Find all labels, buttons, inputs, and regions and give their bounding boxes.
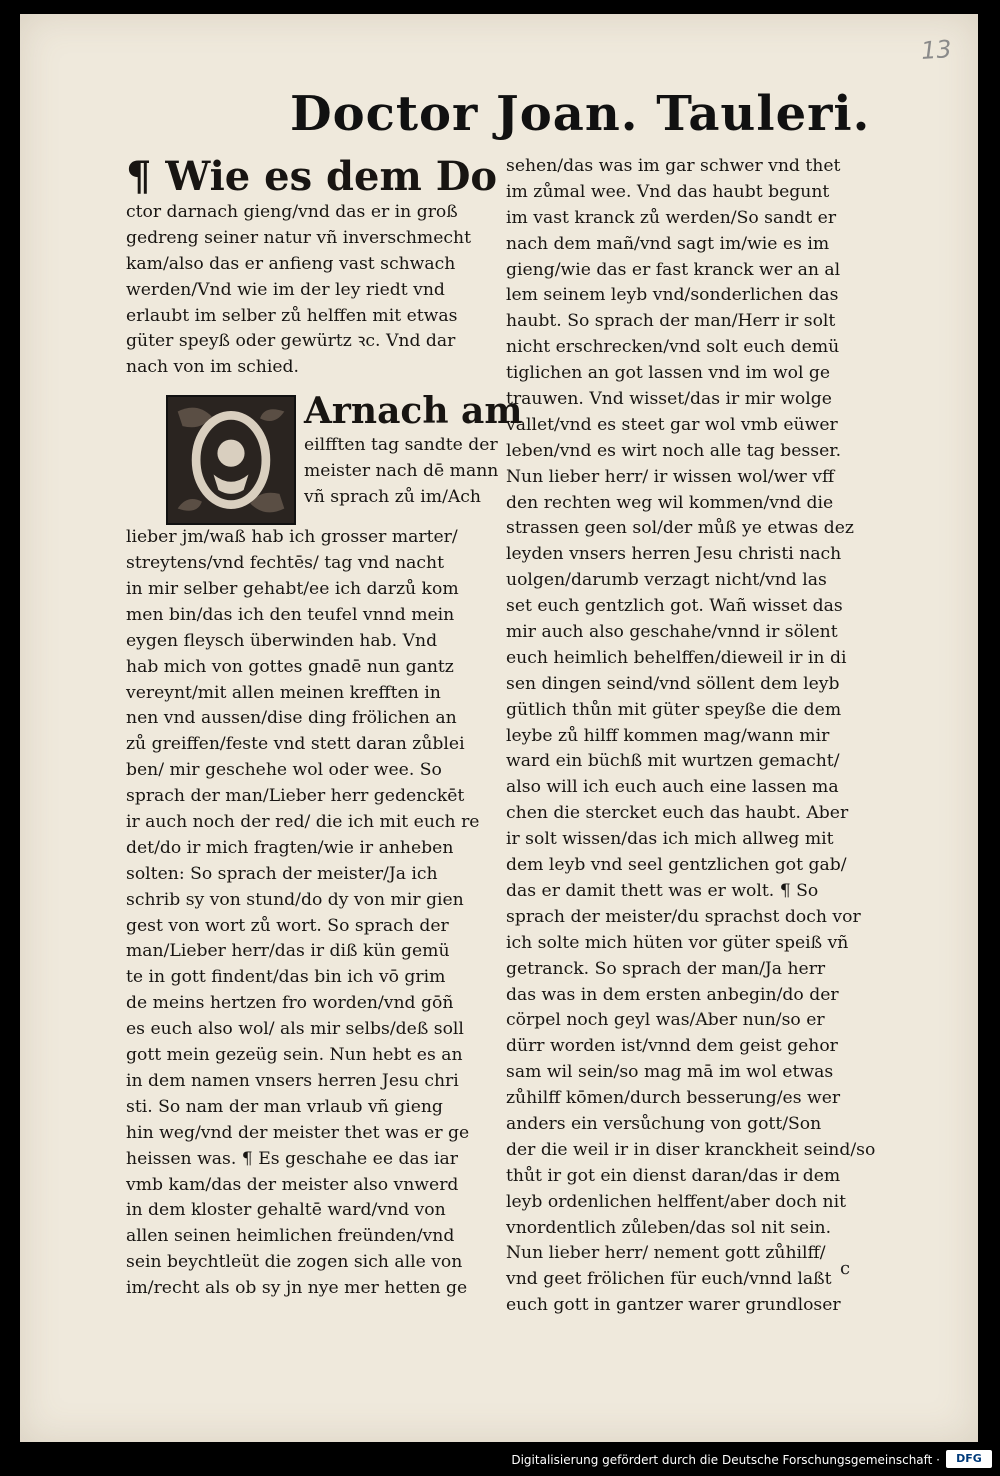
folio-number: 13: [920, 34, 953, 66]
initial-continuation: Arnach am: [304, 390, 523, 433]
initial-line-2: meister nach dē mann: [304, 461, 499, 482]
summary-line: gedreng seiner natur vñ inverschmecht: [126, 227, 471, 248]
decorated-initial-d: [166, 395, 296, 525]
text-line: trauwen. Vnd wisset/das ir mir wolge: [506, 389, 832, 410]
digitization-footer: [0, 1442, 1000, 1476]
signature-mark: c: [840, 1258, 851, 1279]
text-line: vallet/vnd es steet gar wol vmb eüwer: [506, 414, 838, 435]
text-line: schrib sy von stund/do dy von mir gien: [126, 889, 464, 910]
text-line: tiglichen an got lassen vnd im wol ge: [506, 363, 831, 384]
text-line: mir auch also geschahe/vnnd ir sölent: [506, 622, 838, 643]
text-line: sen dingen seind/vnd söllent dem leyb: [506, 673, 840, 694]
text-line: leyden vnsers herren Jesu christi nach: [506, 544, 842, 565]
initial-line-1: eilfften tag sandte der: [304, 435, 498, 456]
text-line: in mir selber gehabt/ee ich darzů kom: [126, 579, 459, 600]
text-line: vmb kam/das der meister also vnwerd: [126, 1174, 459, 1195]
text-line: haubt. So sprach der man/Herr ir solt: [506, 311, 836, 332]
text-line: solten: So sprach der meister/Ja ich: [126, 863, 438, 884]
book-page: [20, 14, 978, 1442]
text-line: heissen was. ¶ Es geschahe ee das iar: [126, 1148, 458, 1169]
text-line: zů greiffen/feste vnd stett daran zůblei: [126, 734, 465, 755]
left-body-text: [126, 525, 486, 1302]
text-line: im vast kranck zů werden/So sandt er: [506, 207, 837, 228]
text-line: den rechten weg wil kommen/vnd die: [506, 492, 834, 513]
text-line: leyb ordenlichen helffent/aber doch nit: [506, 1191, 847, 1212]
text-line: sprach der man/Lieber herr gedenckēt: [126, 786, 465, 807]
text-line: sam wil sein/so mag mā im wol etwas: [506, 1062, 834, 1083]
text-line: lieber jm/waß hab ich grosser marter/: [126, 527, 458, 548]
text-line: hin weg/vnd der meister thet was er ge: [126, 1122, 470, 1143]
text-line: in dem namen vnsers herren Jesu chri: [126, 1070, 459, 1091]
text-line: sti. So nam der man vrlaub vñ gieng: [126, 1096, 443, 1117]
text-line: thůt ir got ein dienst daran/das ir dem: [506, 1165, 841, 1186]
text-line: ward ein büchß mit wurtzen gemacht/: [506, 751, 840, 772]
text-line: das was in dem ersten anbegin/do der: [506, 984, 839, 1005]
summary-line: werden/Vnd wie im der ley riedt vnd: [126, 279, 445, 300]
summary-line: erlaubt im selber zů helffen mit etwas: [126, 305, 458, 326]
text-line: hab mich von gottes gnadē nun gantz: [126, 656, 454, 677]
summary-line: güter speyß oder gewürtz ꝛc. Vnd dar: [126, 331, 456, 352]
text-line: anders ein versůchung von gott/Son: [506, 1113, 822, 1134]
summary-line: ctor darnach gieng/vnd das er in groß: [126, 202, 458, 222]
text-line: men bin/das ich den teufel vnnd mein: [126, 604, 455, 625]
text-line: set euch gentzlich got. Wañ wisset das: [506, 596, 843, 617]
text-line: in dem kloster gehaltē ward/vnd von: [126, 1200, 446, 1221]
text-line: cörpel noch geyl was/Aber nun/so er: [506, 1010, 825, 1031]
text-line: sprach der meister/du sprachst doch vor: [506, 906, 861, 927]
text-line: getranck. So sprach der man/Ja herr: [506, 958, 826, 979]
chapter-heading: ¶ Wie es dem Do: [126, 153, 498, 200]
text-line: das er damit thett was er wolt. ¶ So: [506, 880, 819, 901]
text-line: uolgen/darumb verzagt nicht/vnd las: [506, 570, 827, 591]
text-line: der die weil ir in diser kranckheit seind/so: [506, 1139, 876, 1160]
text-line: dürr worden ist/vnnd dem geist gehor: [506, 1036, 838, 1057]
text-line: zůhilff kōmen/durch besserung/es wer: [506, 1088, 841, 1109]
text-line: es euch also wol/ als mir selbs/deß soll: [126, 1019, 464, 1040]
text-line: ich solte mich hüten vor güter speiß vñ: [506, 932, 849, 953]
text-line: chen die stercket euch das haubt. Aber: [506, 803, 849, 824]
text-line: strassen geen sol/der můß ye etwas dez: [506, 518, 854, 539]
summary-line: kam/also das er anfieng vast schwach: [126, 253, 456, 274]
text-line: gott mein gezeüg sein. Nun hebt es an: [126, 1045, 463, 1066]
text-line: de meins hertzen fro worden/vnd gōñ: [126, 993, 454, 1014]
right-column: [506, 154, 876, 1319]
text-line: Nun lieber herr/ nement gott zůhilff/: [506, 1243, 826, 1264]
text-line: gütlich thůn mit güter speyße die dem: [506, 699, 842, 720]
text-line: sein beychtleüt die zogen sich alle von: [126, 1252, 463, 1273]
text-line: gieng/wie das er fast kranck wer an al: [506, 259, 841, 280]
right-body-text: [506, 154, 876, 1319]
text-line: nen vnd aussen/dise ding frölichen an: [126, 708, 457, 729]
text-line: eygen fleysch überwinden hab. Vnd: [126, 630, 438, 651]
text-line: vereynt/mit allen meinen krefften in: [126, 682, 441, 703]
text-line: lem seinem leyb vnd/sonderlichen das: [506, 285, 839, 306]
text-line: ir solt wissen/das ich mich allweg mit: [506, 829, 834, 850]
text-line: vnd geet frölichen für euch/vnnd laßt: [506, 1269, 832, 1290]
text-line: Nun lieber herr/ ir wissen wol/wer vff: [506, 466, 835, 487]
text-line: ben/ mir geschehe wol oder wee. So: [126, 760, 442, 781]
text-line: im/recht als ob sy jn nye mer hetten ge: [126, 1278, 468, 1299]
funding-notice: Digitalisierung gefördert durch die Deutsche Forschungsgemeinschaft ·: [511, 1453, 940, 1467]
text-line: dem leyb vnd seel gentzlichen got gab/: [506, 855, 847, 876]
text-line: nicht erschrecken/vnd solt euch demü: [506, 337, 840, 358]
text-line: leben/vnd es wirt noch alle tag besser.: [506, 440, 842, 461]
text-line: ir auch noch der red/ die ich mit euch re: [126, 812, 480, 833]
text-line: leybe zů hilff kommen mag/wann mir: [506, 725, 830, 746]
text-line: also will ich euch auch eine lassen ma: [506, 777, 839, 798]
initial-block: [126, 390, 523, 525]
chapter-summary: [126, 200, 486, 381]
text-line: te in gott findent/das bin ich vō grim: [126, 967, 446, 988]
text-line: det/do ir mich fragten/wie ir anheben: [126, 837, 454, 858]
text-line: vnordentlich zůleben/das sol nit sein.: [506, 1217, 832, 1238]
text-line: sehen/das was im gar schwer vnd thet: [506, 156, 841, 176]
dfg-logo-icon: DFG: [946, 1450, 992, 1468]
summary-line: nach von im schied.: [126, 357, 299, 378]
text-line: euch heimlich behelffen/dieweil ir in di: [506, 647, 847, 668]
initial-line-3: vñ sprach zů im/Ach: [304, 487, 481, 508]
text-line: gest von wort zů wort. So sprach der: [126, 915, 449, 936]
text-line: im zůmal wee. Vnd das haubt begunt: [506, 181, 830, 202]
text-line: euch gott in gantzer warer grundloser: [506, 1295, 841, 1316]
left-column: [126, 153, 523, 1302]
text-line: streytens/vnd fechtēs/ tag vnd nacht: [126, 553, 444, 574]
running-head: Doctor Joan. Tauleri.: [290, 86, 871, 142]
text-line: man/Lieber herr/das ir diß kün gemü: [126, 941, 450, 962]
text-line: nach dem mañ/vnd sagt im/wie es im: [506, 233, 830, 254]
text-line: allen seinen heimlichen freünden/vnd: [126, 1226, 455, 1247]
